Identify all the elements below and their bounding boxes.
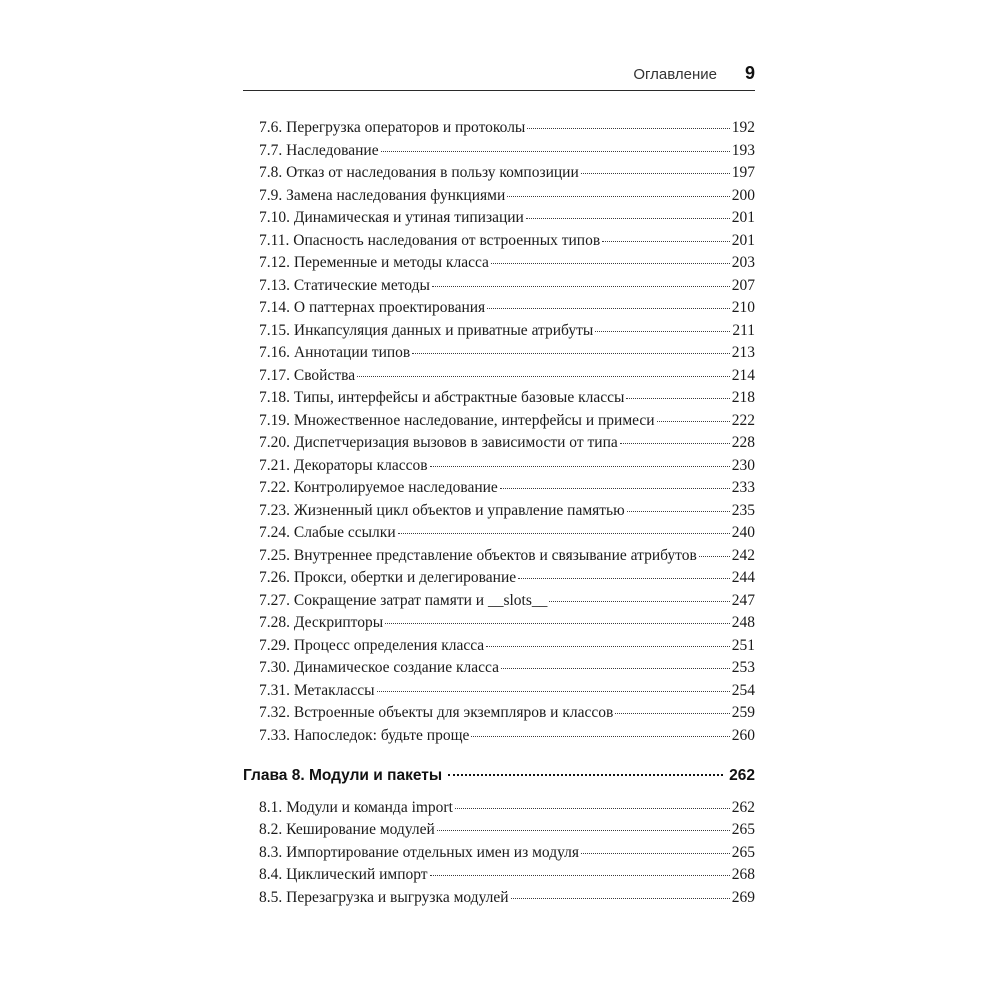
toc-entry-label: 7.30. Динамическое создание класса [259,659,499,676]
toc-entry-page: 233 [731,479,755,496]
toc-entry-label: 7.15. Инкапсуляция данных и приватные атрибуты [259,322,594,339]
toc-entry[interactable] [259,546,755,566]
toc-entry-label: 7.19. Множественное наследование, интерфейсы и примеси [259,412,655,429]
toc-entry-page: 265 [731,821,755,838]
toc-entry-page: 260 [731,727,755,744]
dot-leader [602,241,730,242]
dot-leader [511,898,730,899]
dot-leader [500,488,730,489]
dot-leader [699,556,730,557]
toc-entry-page: 210 [731,299,755,316]
dot-leader [626,398,729,399]
toc-entry[interactable] [259,865,755,885]
toc-entry-label: 7.24. Слабые ссылки [259,524,396,541]
dot-leader [455,808,730,809]
chapter-page: 262 [729,767,755,784]
dot-leader [595,331,730,332]
toc-entry[interactable] [259,366,755,386]
dot-leader [518,578,730,579]
dot-leader [385,623,730,624]
toc-entry[interactable] [259,613,755,633]
chapter-title: Глава 8. Модули и пакеты [243,767,443,784]
toc-entry-label: 7.18. Типы, интерфейсы и абстрактные базовые классы [259,389,625,406]
toc-entry-page: 201 [731,232,755,249]
toc-entry-page: 248 [731,614,755,631]
toc-entry[interactable] [259,231,755,251]
toc-entry[interactable] [259,523,755,543]
dot-leader [627,511,730,512]
dot-leader [412,353,730,354]
toc-entry-page: 251 [731,637,755,654]
toc-entry-label: 7.9. Замена наследования функциями [259,187,506,204]
toc-entry-page: 244 [731,569,755,586]
dot-leader [357,376,730,377]
toc-entry-label: 7.12. Переменные и методы класса [259,254,489,271]
toc-entry[interactable] [259,478,755,498]
toc-entry-page: 230 [731,457,755,474]
toc-entry[interactable] [259,798,755,818]
dot-leader [615,713,729,714]
dot-leader [377,691,730,692]
dot-leader [432,286,730,287]
toc-entry[interactable] [259,186,755,206]
toc-entry-page: 235 [731,502,755,519]
toc-entry-page: 218 [731,389,755,406]
toc-entry-page: 193 [731,142,755,159]
toc-entry-page: 269 [731,889,755,906]
toc-entry-page: 247 [731,592,755,609]
toc-entry-label: 7.25. Внутреннее представление объектов и связывание атрибутов [259,547,697,564]
toc-entry-label: 7.6. Перегрузка операторов и протоколы [259,119,526,136]
toc-entry-label: 7.17. Свойства [259,367,356,384]
dot-leader [430,466,730,467]
toc-entry-page: 228 [731,434,755,451]
dot-leader [491,263,730,264]
toc-entry[interactable] [259,456,755,476]
toc-entry[interactable] [259,501,755,521]
toc-entry[interactable] [259,276,755,296]
toc-entry-page: 259 [731,704,755,721]
dot-leader [620,443,730,444]
toc-entry[interactable] [259,298,755,318]
dot-leader [549,601,729,602]
toc-entry[interactable] [259,703,755,723]
toc-entry[interactable] [259,411,755,431]
toc-entry[interactable] [259,208,755,228]
toc-entry[interactable] [259,568,755,588]
toc-entry[interactable] [259,820,755,840]
toc-entry-page: 207 [731,277,755,294]
toc-entry[interactable] [259,163,755,183]
toc-entry-label: 7.28. Дескрипторы [259,614,384,631]
toc-entry-page: 213 [731,344,755,361]
dot-leader [487,308,730,309]
toc-entry-label: 7.16. Аннотации типов [259,344,411,361]
toc-entry-page: 262 [731,799,755,816]
dot-leader [581,173,730,174]
dot-leader [657,421,730,422]
toc-entry[interactable] [259,591,755,611]
toc-entry-page: 253 [731,659,755,676]
dot-leader [501,668,730,669]
dot-leader [486,646,730,647]
dot-leader [437,830,730,831]
toc-entry-label: 7.8. Отказ от наследования в пользу композиции [259,164,579,181]
toc-entry[interactable] [259,141,755,161]
toc-entry[interactable] [259,658,755,678]
toc-entry[interactable] [259,888,755,908]
toc-entry[interactable] [259,636,755,656]
dot-leader [507,196,729,197]
dot-leader [381,151,730,152]
toc-entry[interactable] [259,118,755,138]
toc-entry-page: 203 [731,254,755,271]
toc-entry-page: 200 [731,187,755,204]
chapter-heading[interactable] [243,765,755,787]
toc-entry-page: 242 [731,547,755,564]
dot-leader [448,774,723,776]
dot-leader [398,533,730,534]
toc-entry-label: 7.13. Статические методы [259,277,430,294]
toc-entry-label: 7.32. Встроенные объекты для экземпляров и классов [259,704,614,721]
dot-leader [430,875,730,876]
toc-entry-page: 240 [731,524,755,541]
toc-entry-label: 7.27. Сокращение затрат памяти и __slots__ [259,592,548,609]
toc-entry-page: 214 [731,367,755,384]
toc-entry-page: 211 [732,322,755,339]
toc-entry[interactable] [259,681,755,701]
toc-entry-label: 7.10. Динамическая и утиная типизации [259,209,524,226]
toc-entry-label: 7.11. Опасность наследования от встроенных типов [259,232,601,249]
toc-entry-label: 7.33. Напоследок: будьте проще [259,727,470,744]
page-number: 9 [744,63,755,83]
running-header-title: Оглавление [633,66,717,83]
dot-leader [581,853,730,854]
toc-entry-label: 7.23. Жизненный цикл объектов и управление памятью [259,502,625,519]
toc-entry-label: 7.29. Процесс определения класса [259,637,485,654]
running-header [243,60,755,91]
toc-entry[interactable] [259,343,755,363]
toc-entry-page: 254 [731,682,755,699]
toc-entry-page: 268 [731,866,755,883]
toc-entry-page: 201 [731,209,755,226]
toc-entry[interactable] [259,726,755,746]
toc-entry-label: 7.14. О паттернах проектирования [259,299,486,316]
toc-entry-label: 8.1. Модули и команда import [259,799,453,816]
toc-entry-label: 7.26. Прокси, обертки и делегирование [259,569,517,586]
toc-entry-page: 197 [731,164,755,181]
dot-leader [471,736,729,737]
dot-leader [527,128,729,129]
dot-leader [526,218,730,219]
toc-entry[interactable] [259,253,755,273]
toc-entry[interactable] [259,321,755,341]
toc-entry-label: 7.7. Наследование [259,142,379,159]
toc-entry-label: 8.5. Перезагрузка и выгрузка модулей [259,889,509,906]
toc-entry-page: 192 [731,119,755,136]
toc-entry[interactable] [259,433,755,453]
toc-entry[interactable] [259,388,755,408]
toc-entry-page: 265 [731,844,755,861]
toc-entry-page: 222 [731,412,755,429]
toc-entry-label: 7.31. Метаклассы [259,682,375,699]
toc-entry-label: 7.22. Контролируемое наследование [259,479,498,496]
toc-entry-label: 8.4. Циклический импорт [259,866,428,883]
toc-entry-label: 8.3. Импортирование отдельных имен из модуля [259,844,580,861]
toc-entry-label: 7.21. Декораторы классов [259,457,428,474]
toc-entry[interactable] [259,843,755,863]
toc-entry-label: 7.20. Диспетчеризация вызовов в зависимости от типа [259,434,618,451]
toc-entry-label: 8.2. Кеширование модулей [259,821,435,838]
